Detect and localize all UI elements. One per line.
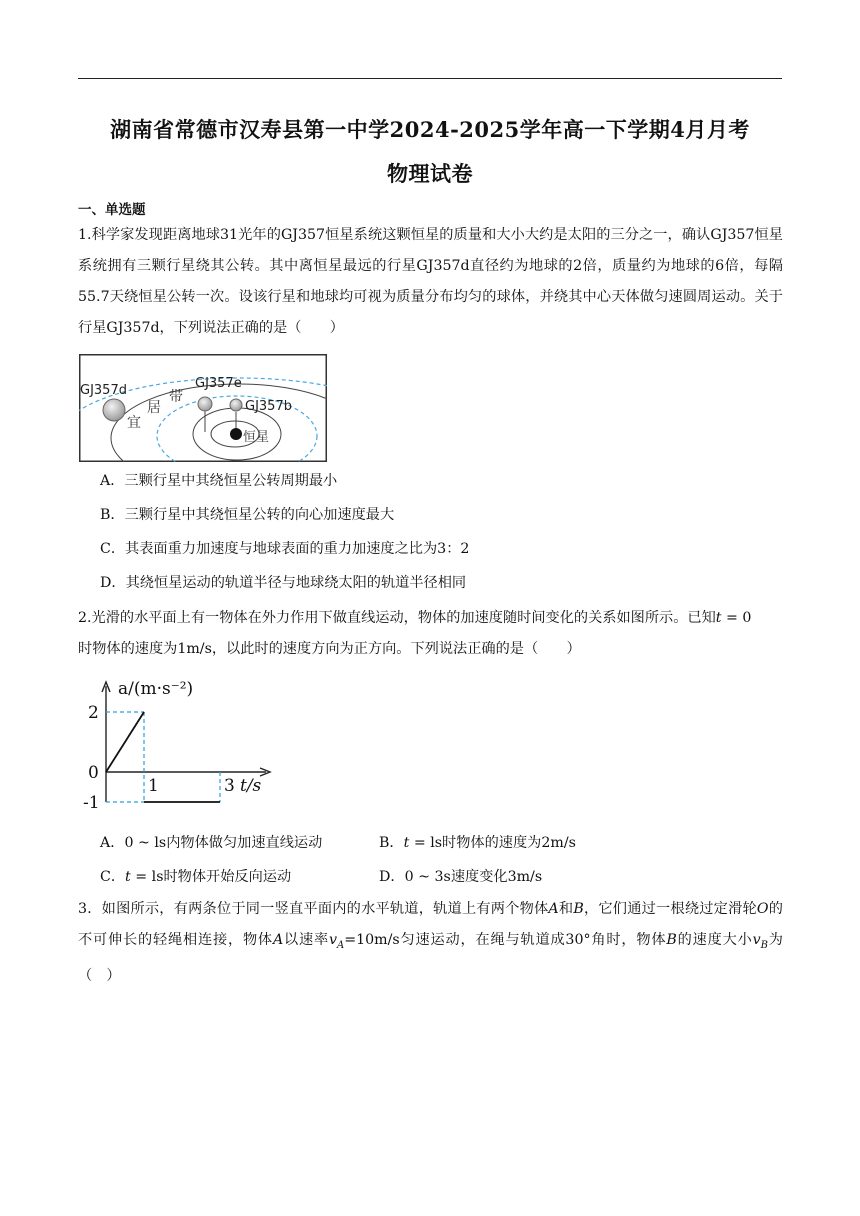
planet-e [198,397,212,411]
label-zone-3: 带 [169,389,183,405]
data-segment-0 [106,712,144,772]
y-tick-label: -1 [83,793,100,810]
label-gj357d: GJ357d [80,383,127,398]
x-tick-label: 1 [148,776,159,796]
q1-option-b: B．三颗行星中其绕恒星公转的向心加速度最大 [100,507,395,523]
acceleration-time-chart [82,676,282,810]
q1-option-d: D．其绕恒星运动的轨道半径与地球绕太阳的轨道半径相同 [100,575,467,591]
q2-option-b: B．t = ls时物体的速度为2m/s [379,835,576,851]
x-tick-label: 3 [224,776,235,796]
q2-option-a: A．0 ~ ls内物体做匀加速直线运动 [100,835,323,851]
label-zone-1: 宜 [127,415,141,431]
label-gj357e: GJ357e [195,376,242,391]
y-tick-label: 2 [88,703,99,723]
paper-title: 湖南省常德市汉寿县第一中学2024-2025学年高一下学期4月月考 [110,117,750,142]
q1-option-c: C．其表面重力加速度与地球表面的重力加速度之比为3：2 [100,541,470,557]
q2-option-c: C．t = ls时物体开始反向运动 [100,869,292,885]
question-1-stem: 1.科学家发现距离地球31光年的GJ357恒星系统这颗恒星的质量和大小大约是太阳的三分之一，确认GJ357恒星系统拥有三颗行星绕其公转。其中离恒星最远的行星GJ357d直径约为地球的2倍，质量约为地球的6倍，每隔55.7天绕恒星公转一次。设该行星和地球均可视为质量分布均匀的球体，并绕其中心天体做匀速圆周运动。关于行星GJ357d，下列说法正确的是（ ） [78,227,783,336]
question-2-stem: 2.光滑的水平面上有一物体在外力作用下做直线运动，物体的加速度随时间变化的关系如图所示。已知t = 0 时物体的速度为1m/s，以此时的速度方向为正方向。下列说法正确的是（ ） [78,610,752,657]
section-heading: 一、单选题 [78,202,146,218]
q2-option-d: D．0 ~ 3s速度变化3m/s [379,869,543,885]
q1-option-a: A．三颗行星中其绕恒星公转周期最小 [100,473,338,489]
orbit-diagram [79,354,327,462]
question-3-stem: 3．如图所示，有两条位于同一竖直平面内的水平轨道，轨道上有两个物体A和B，它们通过一根绕过定滑轮O的不可伸长的轻绳相连接，物体A以速率$v_A=10m/s$匀速运动，在绳与轨道成30°角时，物体B的速度大小$v_B$为（ ） [78,901,783,984]
star [230,428,242,440]
label-gj357b: GJ357b [245,399,292,414]
y-axis-label: a/(m·s⁻²) [118,679,194,699]
header-rule [78,78,782,79]
x-axis-label: t/s [240,776,262,796]
label-zone-2: 居 [147,400,161,416]
y-tick-label: 0 [88,763,99,783]
planet-d [103,399,125,421]
label-star: 恒星 [243,430,270,445]
planet-b [230,399,242,411]
paper-subtitle: 物理试卷 [387,161,473,186]
